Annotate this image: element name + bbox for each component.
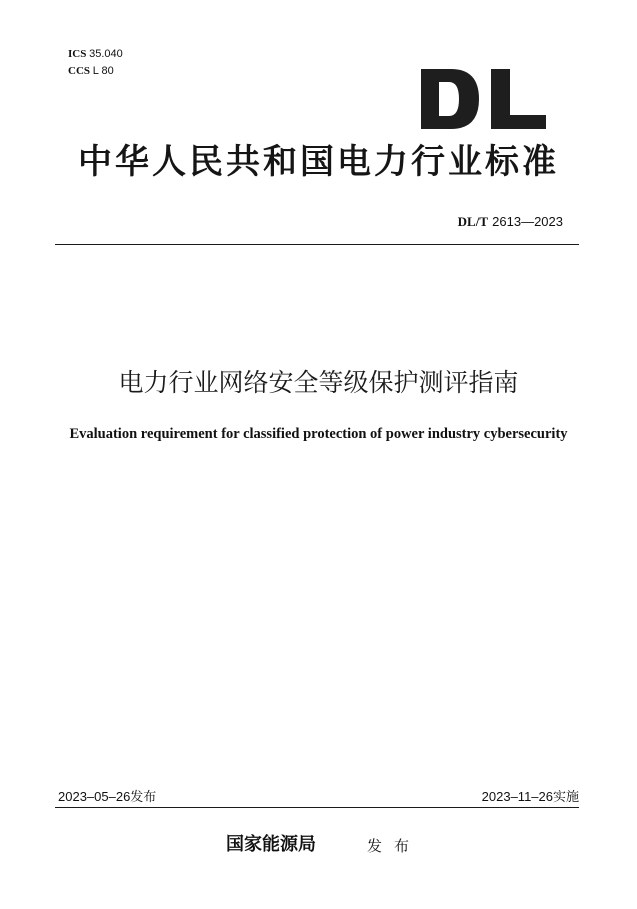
standard-number-code: 2613—2023 [492,214,563,229]
standard-number-prefix: DL/T [457,214,489,229]
ics-number: 35.040 [89,48,123,60]
document-title-english: Evaluation requirement for classified protection of power industry cybersecurity [69,426,568,442]
ccs-code [68,65,114,78]
footer-divider [55,807,579,808]
standard-category-title: 中华人民共和国电力行业标准 [78,142,559,182]
document-title-chinese: 电力行业网络安全等级保护测评指南 [118,368,519,397]
dl-logo [421,69,546,129]
standard-number [458,214,563,231]
issue-label: 发布 [367,837,422,855]
ics-code [68,48,123,61]
implement-date: 2023–11–26实施 [481,789,579,804]
publish-date: 2023–05–26发布 [58,789,157,804]
ccs-prefix: CCS [68,65,91,77]
header-divider [55,244,579,245]
issuing-authority: 国家能源局 [226,834,316,855]
ics-prefix: ICS [68,48,87,60]
ccs-number: L 80 [92,65,114,77]
